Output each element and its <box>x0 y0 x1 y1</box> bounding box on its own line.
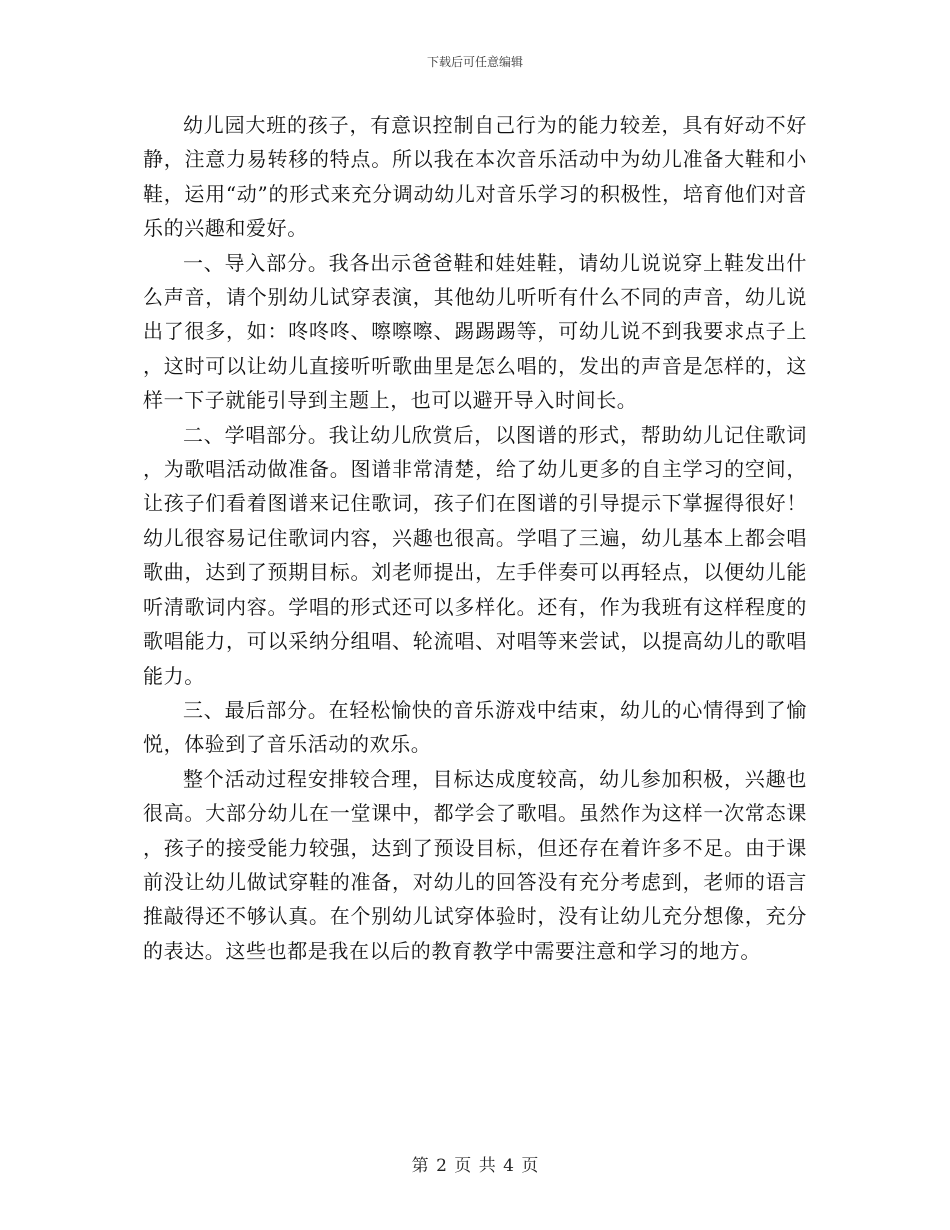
page-number-footer: 第 2 页 共 4 页 <box>411 1156 539 1176</box>
document-body <box>143 108 807 968</box>
paragraph-intro: 幼儿园大班的孩子，有意识控制自己行为的能力较差，具有好动不好静，注意力易转移的特点。所以我在本次音乐活动中为幼儿准备大鞋和小鞋，运用“动”的形式来充分调动幼儿对音乐学习的积极性，培育他们对音乐的兴趣和爱好。 <box>143 113 807 241</box>
paragraph-part-one: 一、导入部分。我各出示爸爸鞋和娃娃鞋，请幼儿说说穿上鞋发出什么声音，请个别幼儿试穿表演，其他幼儿听听有什么不同的声音，幼儿说出了很多，如：咚咚咚、嚓嚓嚓、踢踢踢等，可幼儿说不到我要求点子上，这时可以让幼儿直接听听歌曲里是怎么唱的，发出的声音是怎样的，这样一下子就能引导到主题上，也可以避开导入时间长。 <box>143 250 807 413</box>
paragraph-summary: 整个活动过程安排较合理，目标达成度较高，幼儿参加积极，兴趣也很高。大部分幼儿在一堂课中，都学会了歌唱。虽然作为这样一次常态课，孩子的接受能力较强，达到了预设目标，但还存在着许多不足。由于课前没让幼儿做试穿鞋的准备，对幼儿的回答没有充分考虑到，老师的语言推敲得还不够认真。在个别幼儿试穿体验时，没有让幼儿充分想像，充分的表达。这些也都是我在以后的教育教学中需要注意和学习的地方。 <box>143 766 807 963</box>
paragraph-part-three: 三、最后部分。在轻松愉快的音乐游戏中结束，幼儿的心情得到了愉悦，体验到了音乐活动的欢乐。 <box>143 697 807 757</box>
paragraph-part-two: 二、学唱部分。我让幼儿欣赏后，以图谱的形式，帮助幼儿记住歌词，为歌唱活动做准备。图谱非常清楚，给了幼儿更多的自主学习的空间，让孩子们看着图谱来记住歌词，孩子们在图谱的引导提示下掌握得很好！幼儿很容易记住歌词内容，兴趣也很高。学唱了三遍，幼儿基本上都会唱歌曲，达到了预期目标。刘老师提出，左手伴奏可以再轻点，以便幼儿能听清歌词内容。学唱的形式还可以多样化。还有，作为我班有这样程度的歌唱能力，可以采纳分组唱、轮流唱、对唱等来尝试，以提高幼儿的歌唱能力。 <box>143 422 807 688</box>
page-header: 下载后可任意编辑 <box>426 55 523 69</box>
